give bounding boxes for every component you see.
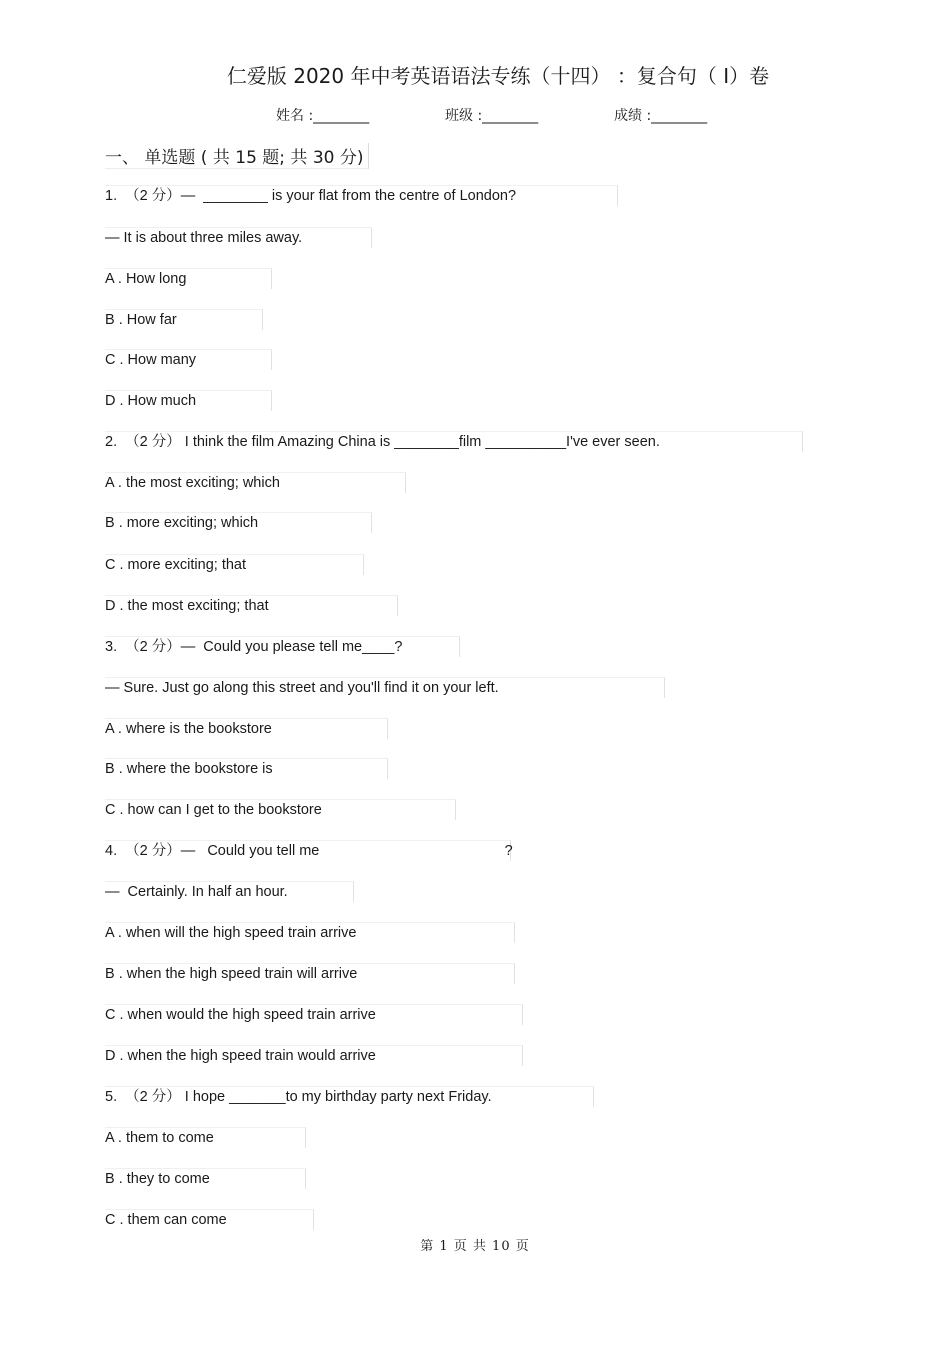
question-2-option-c: C . more exciting; that <box>105 554 364 575</box>
question-2-option-b: B . more exciting; which <box>105 512 372 533</box>
question-1-option-d: D . How much <box>105 390 272 411</box>
question-4-option-d: D . when the high speed train would arrive <box>105 1045 523 1066</box>
question-1-response: — It is about three miles away. <box>105 227 372 248</box>
class-field-label: 班级 :________ <box>445 108 539 124</box>
question-1: 1. （2 分）— ________ is your flat from the centre of London? <box>105 185 618 206</box>
question-4-response: — Certainly. In half an hour. <box>105 881 354 902</box>
question-2: 2. （2 分） I think the film Amazing China is ________film __________I've ever seen. <box>105 431 803 452</box>
question-2-option-a: A . the most exciting; which <box>105 472 406 493</box>
question-4-option-c: C . when would the high speed train arrive <box>105 1004 523 1025</box>
question-4-option-b: B . when the high speed train will arrive <box>105 963 515 984</box>
question-1-option-c: C . How many <box>105 349 272 370</box>
question-5-option-b: B . they to come <box>105 1168 306 1189</box>
question-3: 3. （2 分）— Could you please tell me____? <box>105 636 460 657</box>
question-4: 4. （2 分）— Could you tell me ? <box>105 840 511 861</box>
page-footer: 第 1 页 共 10 页 <box>420 1239 530 1254</box>
name-field-label: 姓名 :________ <box>276 108 370 124</box>
page-title: 仁爱版 2020 年中考英语语法专练（十四） ：复合句（ I）卷 <box>226 64 770 88</box>
question-5: 5. （2 分） I hope _______to my birthday party next Friday. <box>105 1086 594 1107</box>
question-3-option-a: A . where is the bookstore <box>105 718 388 739</box>
question-2-option-d: D . the most exciting; that <box>105 595 398 616</box>
question-3-option-c: C . how can I get to the bookstore <box>105 799 456 820</box>
question-1-option-b: B . How far <box>105 309 263 330</box>
question-5-option-a: A . them to come <box>105 1127 306 1148</box>
question-3-response: — Sure. Just go along this street and you'll find it on your left. <box>105 677 665 698</box>
section-heading: 一、 单选题 ( 共 15 题; 共 30 分) <box>105 143 369 169</box>
question-3-option-b: B . where the bookstore is <box>105 758 388 779</box>
question-5-option-c: C . them can come <box>105 1209 314 1230</box>
score-field-label: 成绩 :________ <box>614 108 708 124</box>
question-4-option-a: A . when will the high speed train arrive <box>105 922 515 943</box>
question-1-option-a: A . How long <box>105 268 272 289</box>
